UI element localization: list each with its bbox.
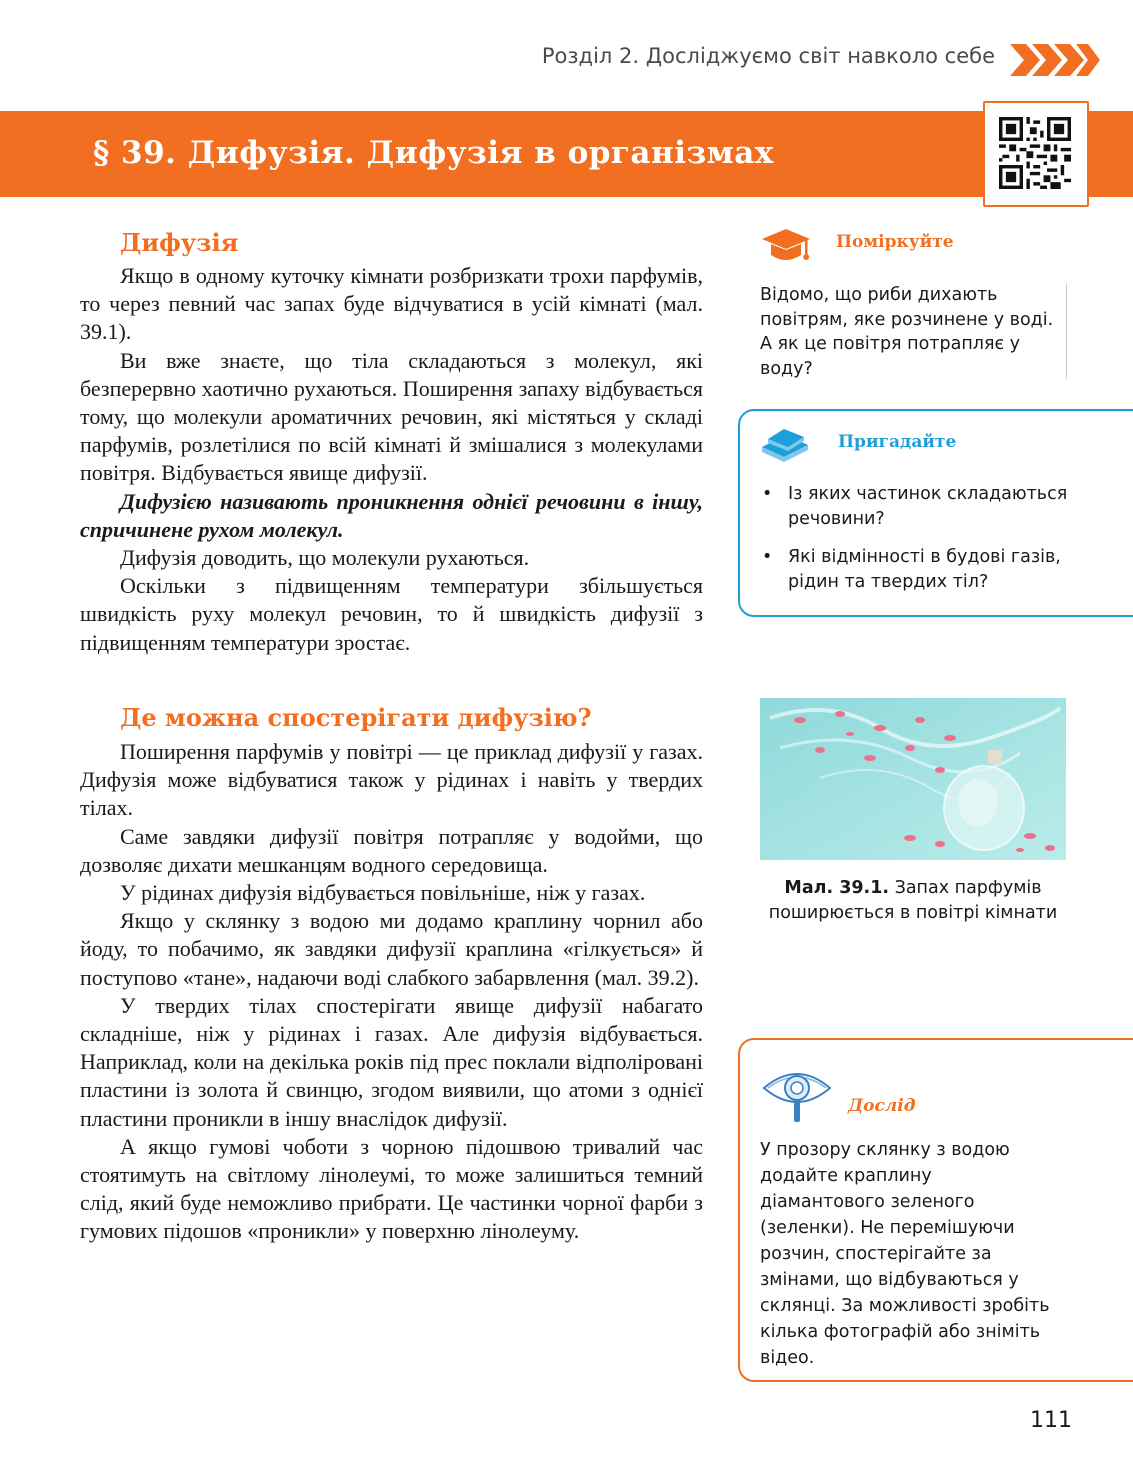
page-number: 111: [1030, 1408, 1072, 1433]
paragraph: У твердих тілах спостерігати явище дифузії набагато складніше, ніж у рідинах і газах. Але дифузія відбувається. Наприклад, коли на декілька років під прес поклали відполіровані пластини із золота й свинцю, згодом виявили, що атоми з однієї пластини проникли в іншу внаслідок дифузії.: [80, 992, 703, 1131]
page-title: § 39. Дифузія. Дифузія в організмах: [93, 135, 774, 171]
recall-list: [760, 482, 1080, 608]
paragraph: Ви вже знаєте, що тіла складаються з молекул, які безперервно хаотично рухаються. Поширення запаху відбувається тому, що молекули ароматичних речовин, які містяться у складі парфумів, розлетілися по всій кімнаті й змішалися з молекулами повітря. Відбувається явище дифузії.: [80, 347, 703, 486]
paragraph: Дифузія доводить, що молекули рухаються.: [120, 545, 530, 571]
divider: [1066, 283, 1067, 379]
paragraph: У рідинах дифузія відбувається повільніше, ніж у газах.: [120, 880, 646, 906]
section-heading-diffusion: Дифузія: [120, 228, 239, 257]
experiment-title: Дослід: [848, 1096, 916, 1116]
figure-caption: [760, 876, 1066, 925]
perfume-illustration: [760, 698, 1066, 860]
eye-magnifier-icon: [762, 1062, 832, 1126]
recall-title: Пригадайте: [838, 432, 957, 452]
experiment-text: У прозору склянку з водою додайте краплину діамантового зеленого (зеленки). Не перемішуючи розчин, спостерігайте за змінами, що відбуваються у склянці. За можливості зробіть кілька фотографій або зніміть відео.: [760, 1140, 1050, 1368]
chapter-title: Розділ 2. Досліджуємо світ навколо себе: [541, 44, 995, 68]
section-diffusion-text: [80, 262, 703, 657]
paragraph: Якщо в одному куточку кімнати розбризкати трохи парфумів, то через певний час запах буде відчуватися в усій кімнаті (мал. 39.1).: [80, 263, 703, 345]
think-text: Відомо, що риби дихають повітрям, яке розчинене у воді. А як це повітря потрапляє у воду?: [760, 285, 1054, 379]
list-item: • Які відмінності в будові газів, рідин та твердих тіл?: [760, 545, 1080, 594]
paragraph: Якщо у склянку з водою ми додамо краплину чорнил або йоду, то побачимо, як завдяки дифузії краплина «гілкується» й поступово «тане», надаючи воді слабкого забарвлення (мал. 39.2).: [80, 908, 703, 990]
paragraph: Оскільки з підвищенням температури збільшується швидкість руху молекул речовин, то й швидкість дифузії з підвищенням температури зростає.: [80, 573, 703, 655]
figure-caption-text: Запах парфумів поширюється в повітрі кімнати: [768, 878, 1058, 923]
list-item: • Із яких частинок складаються речовини?: [760, 482, 1080, 531]
graduation-cap-icon: [760, 227, 812, 267]
section-where-text: [80, 738, 703, 1246]
chevron-arrows-icon: [1010, 44, 1100, 76]
paragraph: Саме завдяки дифузії повітря потрапляє у водойми, що дозволяє дихати мешканцям водного середовища.: [80, 823, 703, 877]
qr-code-icon: [999, 117, 1071, 189]
figure-label: Мал. 39.1.: [784, 878, 890, 898]
qr-code[interactable]: [983, 101, 1089, 207]
section-heading-where: Де можна спостерігати дифузію?: [120, 703, 592, 732]
paragraph: Поширення парфумів у повітрі — це приклад дифузії у газах. Дифузія може відбуватися також у рідинах і навіть у твердих тілах.: [80, 739, 703, 821]
paragraph: А якщо гумові чоботи з чорною підошвою тривалий час стоятимуть на світлому лінолеумі, то може залишиться темний слід, який буде неможливо прибрати. Це частинки чорної фарби з гумових підошов «проникли» у поверхню лінолеуму.: [80, 1133, 703, 1244]
definition: Дифузією називають проникнення однієї речовини в іншу, спричинене рухом молекул.: [80, 488, 703, 542]
think-title: Поміркуйте: [836, 232, 954, 252]
books-icon: [760, 427, 810, 467]
